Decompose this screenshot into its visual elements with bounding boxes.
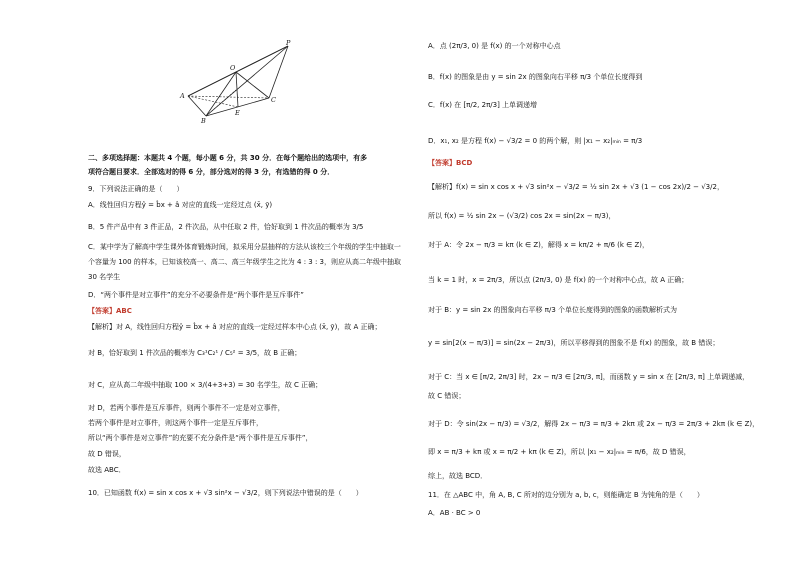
q9-solution-8: 故选 ABC． <box>88 466 126 474</box>
pyramid-diagram <box>170 38 295 125</box>
q10-answer: 【答案】BCD <box>428 159 473 167</box>
q10-option-b: B．f(x) 的图象是由 y = sin 2x 的图象向右平移 π/3 个单位长度得到 <box>428 73 643 81</box>
q9-solution-7: 故 D 错误， <box>88 450 126 458</box>
label-e: E <box>235 109 240 117</box>
q10-solution-2: 所以 f(x) = ½ sin 2x − (√3/2) cos 2x = sin(2x − π/3)， <box>428 212 616 220</box>
label-a: A <box>180 92 185 100</box>
q9-solution-2: 对 B，恰好取到 1 件次品的概率为 C₃¹C₂¹ / C₅² = 3/5，故 B 正确； <box>88 349 302 357</box>
q11-stem: 11．在 △ABC 中，角 A, B, C 所对的边分别为 a, b, c，则能确定 B 为钝角的是（ ） <box>428 491 704 499</box>
q9-solution-3: 对 C，应从高二年级中抽取 100 × 3/(4+3+3) = 30 名学生，故 C 正确； <box>88 381 323 389</box>
q10-solution-1: 【解析】f(x) = sin x cos x + √3 sin²x − √3/2 = ½ sin 2x + √3 (1 − cos 2x)/2 − √3/2， <box>428 183 724 191</box>
q10-solution-4: 当 k = 1 时，x = 2π/3，所以点 (2π/3, 0) 是 f(x) 的一个对称中心点，故 A 正确； <box>428 276 689 284</box>
q10-solution-7: 对于 C：当 x ∈ [π/2, 2π/3] 时，2x − π/3 ∈ [2π/3, π]，而函数 y = sin x 在 [2π/3, π] 上单调递减， <box>428 373 750 381</box>
edge-oa <box>188 72 236 96</box>
q9-option-c-line3: 30 名学生 <box>88 273 121 281</box>
edge-oe <box>236 72 238 107</box>
q10-solution-3: 对于 A：令 2x − π/3 = kπ (k ∈ Z)，解得 x = kπ/2 + π/6 (k ∈ Z)， <box>428 241 650 249</box>
q9-solution-5: 若两个事件是对立事件，则这两个事件一定是互斥事件， <box>88 419 263 427</box>
q10-option-a: A．点 (2π/3, 0) 是 f(x) 的一个对称中心点 <box>428 42 561 50</box>
q9-option-a: A．线性回归方程ŷ = b̂x + â 对应的直线一定经过点 (x̄, ȳ) <box>88 201 273 209</box>
q10-solution-11: 综上，故选 BCD． <box>428 472 488 480</box>
q10-solution-6: y = sin[2(x − π/3)] = sin(2x − 2π/3)，所以平移得到的图象不是 f(x) 的图象，故 B 错误； <box>428 339 720 347</box>
label-p: P <box>286 39 291 47</box>
section-title-line1: 二、多项选择题：本题共 4 个题，每小题 6 分，共 30 分．在每个题给出的选项中，有多 <box>88 154 368 162</box>
edge-ab <box>188 96 206 116</box>
section-title-line2: 项符合题目要求．全部选对的得 6 分，部分选对的得 3 分，有选错的得 0 分． <box>88 168 335 176</box>
q9-stem: 9．下列说法正确的是（ ） <box>88 185 184 193</box>
q9-option-c-line2: 个容量为 100 的样本，已知该校高一、高二、高三年级学生之比为 4 : 3 : 3，则应从高二年级中抽取 <box>88 258 402 266</box>
q9-option-c-line1: C．某中学为了解高中学生课外体育锻炼时间，拟采用分层抽样的方法从该校三个年级的学生中抽取一 <box>88 243 401 251</box>
q10-solution-10: 即 x = π/3 + kπ 或 x = π/2 + kπ (k ∈ Z)，所以 |x₁ − x₂|ₘᵢₙ = π/6，故 D 错误， <box>428 448 691 456</box>
q9-solution-6: 所以“两个事件是对立事件”的充要不充分条件是“两个事件是互斥事件”， <box>88 434 313 442</box>
q9-option-d: D．“两个事件是对立事件”的充分不必要条件是“两个事件是互斥事件” <box>88 291 304 299</box>
q10-stem: 10．已知函数 f(x) = sin x cos x + √3 sin²x − √3/2，则下列说法中错误的是（ ） <box>88 489 363 497</box>
q9-solution-1: 【解析】对 A，线性回归方程ŷ = b̂x + â 对应的直线一定经过样本中心点 (x̄, ȳ)，故 A 正确； <box>88 323 382 331</box>
q11-option-a: A．AB · BC > 0 <box>428 509 481 517</box>
q10-option-d: D．x₁, x₂ 是方程 f(x) − √3/2 = 0 的两个解，则 |x₁ − x₂|ₘᵢₙ = π/3 <box>428 137 643 145</box>
q10-solution-8: 故 C 错误； <box>428 392 466 400</box>
q10-option-c: C．f(x) 在 [π/2, 2π/3] 上单调递增 <box>428 101 538 109</box>
q10-solution-9: 对于 D：令 sin(2x − π/3) = √3/2，解得 2x − π/3 = π/3 + 2kπ 或 2x − π/3 = 2π/3 + 2kπ (k ∈ Z)， <box>428 420 760 428</box>
label-o: O <box>230 64 236 72</box>
label-c: C <box>271 96 276 104</box>
q10-solution-5: 对于 B：y = sin 2x 的图象向右平移 π/3 个单位长度得到的图象的函数解析式为 <box>428 306 678 314</box>
label-b: B <box>201 117 206 125</box>
q9-answer: 【答案】ABC <box>88 307 132 315</box>
q9-solution-4: 对 D，若两个事件是互斥事件，则两个事件不一定是对立事件， <box>88 404 285 412</box>
q9-option-b: B．5 件产品中有 3 件正品，2 件次品，从中任取 2 件，恰好取到 1 件次品的概率为 3/5 <box>88 223 364 231</box>
